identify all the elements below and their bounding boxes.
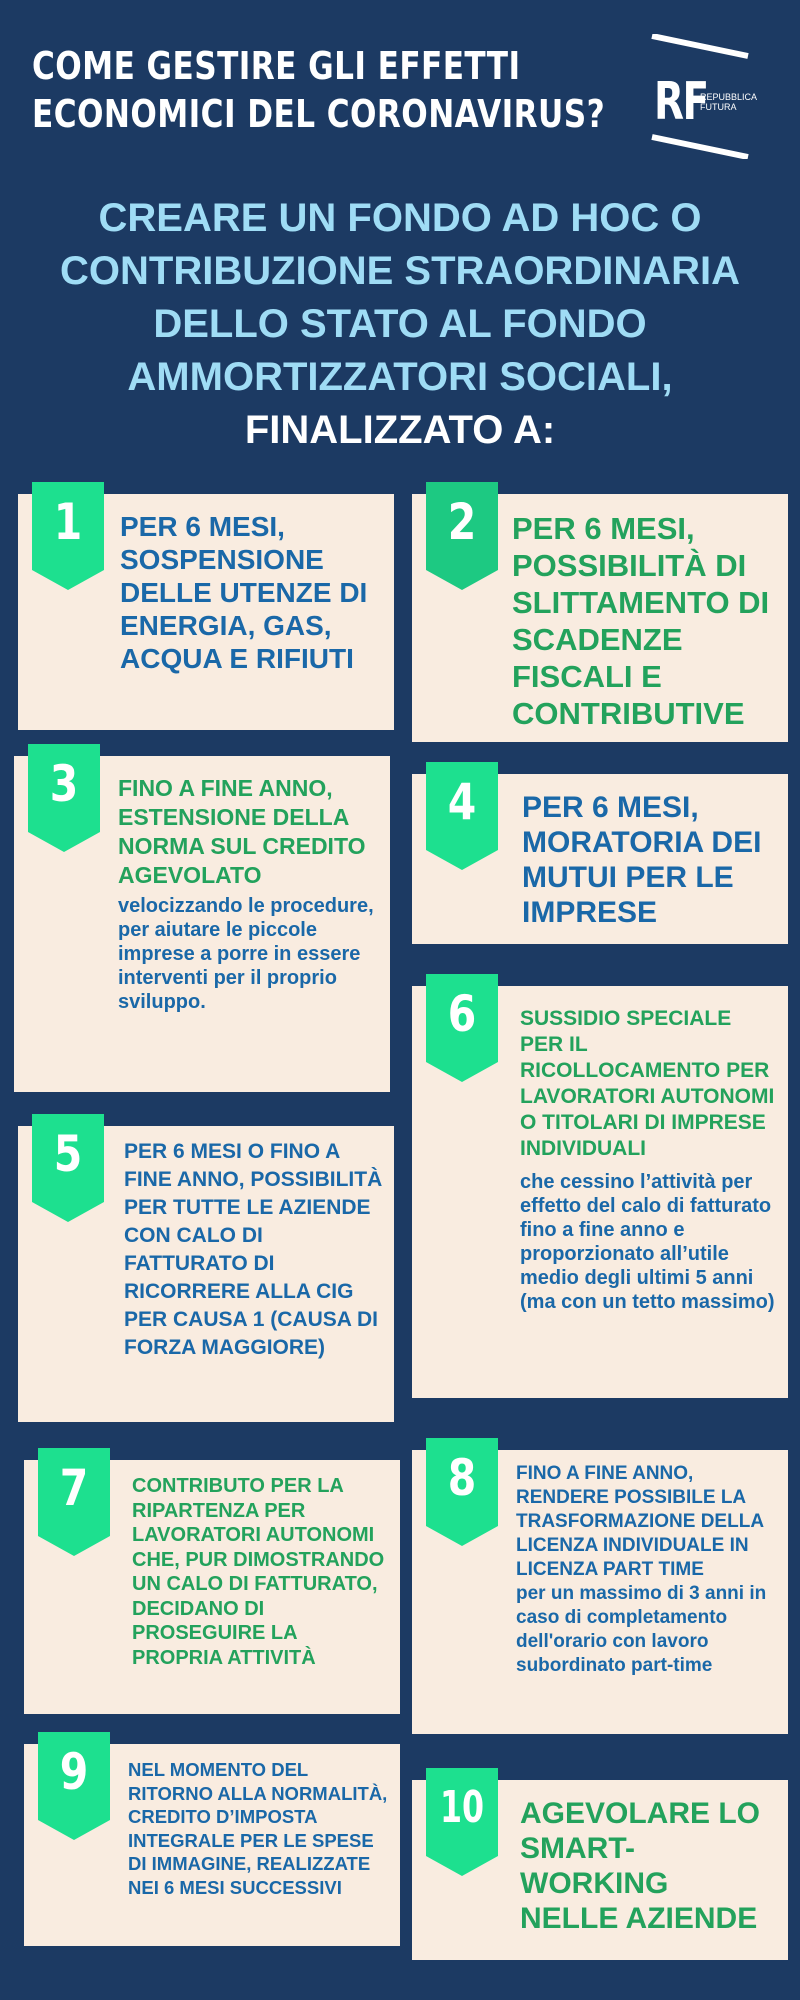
item-2-text xyxy=(512,510,770,732)
item-6-text xyxy=(520,1006,778,1314)
badge-2: 2 xyxy=(426,482,498,594)
badge-3: 3 xyxy=(28,744,100,856)
logo-subtitle: REPUBBLICA FUTURA xyxy=(700,92,758,112)
item-5-heading: PER 6 MESI O FINO A FINE ANNO, POSSIBILITÀ PER TUTTE LE AZIENDE CON CALO DI FATTURATO DI RICORRERE ALLA CIG PER CAUSA 1 (CAUSA DI FORZA MAGGIORE) xyxy=(124,1140,383,1359)
item-2-heading: PER 6 MESI, POSSIBILITÀ DI SLITTAMENTO DI SCADENZE FISCALI E CONTRIBUTIVE xyxy=(512,511,770,731)
badge-4: 4 xyxy=(426,762,498,874)
title-line-1: COME GESTIRE GLI EFFETTI xyxy=(32,44,521,88)
item-8-heading: FINO A FINE ANNO, RENDERE POSSIBILE LA TRASFORMAZIONE DELLA LICENZA INDIVIDUALE IN LICENZA PART TIME xyxy=(516,1463,764,1580)
item-5-text xyxy=(124,1138,390,1362)
badge-1: 1 xyxy=(32,482,104,594)
badge-10: 10 xyxy=(426,1768,498,1880)
badge-5: 5 xyxy=(32,1114,104,1226)
item-8-body: per un massimo di 3 anni in caso di completamento dell'orario con lavoro subordinato part-time xyxy=(516,1583,767,1676)
repubblica-futura-logo xyxy=(650,34,758,159)
item-10-heading: AGEVOLARE LO SMART-WORKING NELLE AZIENDE xyxy=(520,1797,761,1935)
item-1-heading: PER 6 MESI, SOSPENSIONE DELLE UTENZE DI ENERGIA, GAS, ACQUA E RIFIUTI xyxy=(120,511,368,674)
badge-7: 7 xyxy=(38,1448,110,1560)
intro-text: CREARE UN FONDO AD HOC O CONTRIBUZIONE STRAORDINARIA DELLO STATO AL FONDO AMMORTIZZATORI SOCIALI, FINALIZZATO A: xyxy=(60,196,740,452)
item-9-text xyxy=(128,1758,392,1899)
item-7-text xyxy=(132,1474,390,1670)
item-4-text xyxy=(522,790,772,930)
item-9-heading: NEL MOMENTO DEL RITORNO ALLA NORMALITÀ, CREDITO D’IMPOSTA INTEGRALE PER LE SPESE DI IMMAGINE, REALIZZATE NEI 6 MESI SUCCESSIVI xyxy=(128,1759,388,1898)
item-10-text xyxy=(520,1796,770,1936)
page-title xyxy=(32,42,606,138)
badge-8: 8 xyxy=(426,1438,498,1550)
item-1-text xyxy=(120,510,370,675)
item-6-body: che cessino l’attività per effetto del calo di fatturato fino a fine anno e proporzionato all’utile medio degli ultimi 5 anni (ma con un tetto massimo) xyxy=(520,1171,775,1313)
logo-text: RF xyxy=(654,72,708,132)
item-3-heading: FINO A FINE ANNO, ESTENSIONE DELLA NORMA SUL CREDITO AGEVOLATO xyxy=(118,775,366,888)
badge-9: 9 xyxy=(38,1732,110,1844)
item-4-heading: PER 6 MESI, MORATORIA DEI MUTUI PER LE IMPRESE xyxy=(522,791,762,929)
title-line-2: ECONOMICI DEL CORONAVIRUS? xyxy=(32,92,606,136)
item-8-text xyxy=(516,1462,780,1678)
item-7-heading: CONTRIBUTO PER LA RIPARTENZA PER LAVORATORI AUTONOMI CHE, PUR DIMOSTRANDO UN CALO DI FATTURATO, DECIDANO DI PROSEGUIRE LA PROPRIA ATTIVITÀ xyxy=(132,1475,385,1669)
item-3-text xyxy=(118,774,378,1014)
item-6-heading: SUSSIDIO SPECIALE PER IL RICOLLOCAMENTO PER LAVORATORI AUTONOMI O TITOLARI DI IMPRESE INDIVIDUALI xyxy=(520,1007,775,1160)
item-3-body: velocizzando le procedure, per aiutare le piccole imprese a porre in essere interventi per il proprio sviluppo. xyxy=(118,895,374,1013)
badge-6: 6 xyxy=(426,974,498,1086)
